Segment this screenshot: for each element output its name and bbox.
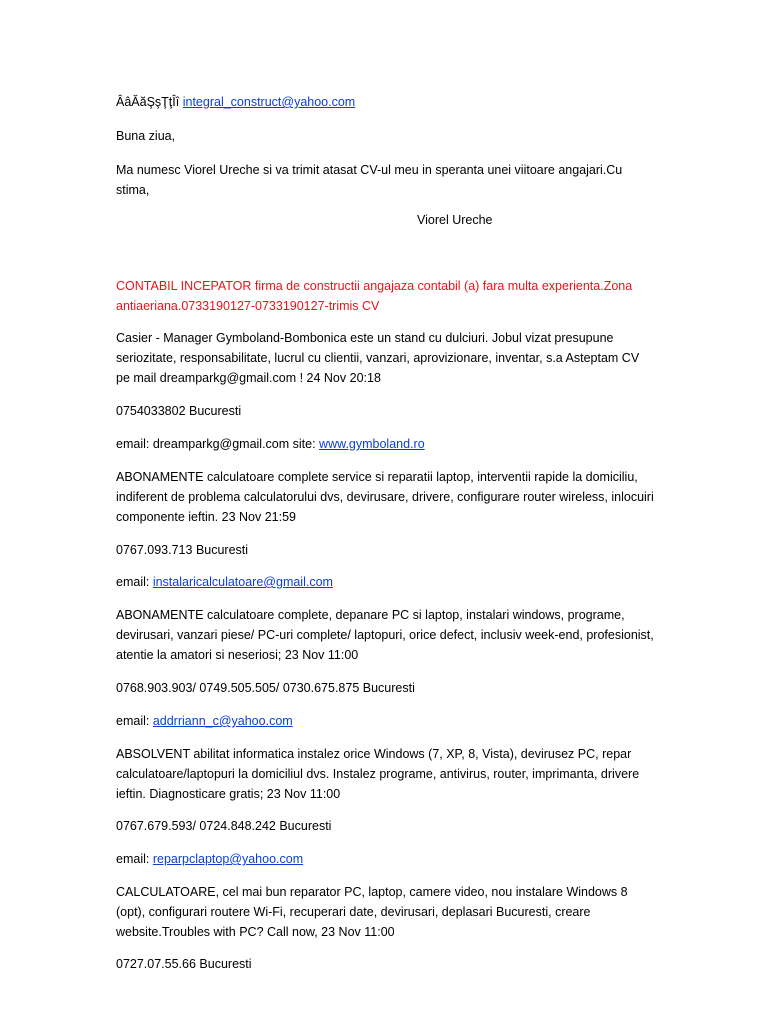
- ad-text: ABONAMENTE calculatoare complete, depanare PC si laptop, instalari windows, programe, devirusari, vanzari piese/ PC-uri complete/ laptopuri, orice defect, inclusiv week-end, profesionist, atentie la amatori si neseriosi; 23 Nov 11:00: [116, 608, 654, 662]
- greeting: Buna ziua,: [116, 129, 176, 143]
- contact-phone: 0727.07.55.66 Bucuresti: [116, 957, 252, 971]
- garbled-prefix: ÂâĂăŞşŢţÎî: [116, 95, 180, 109]
- sender-email-link[interactable]: integral_construct@yahoo.com: [182, 95, 356, 109]
- email-link[interactable]: addrriann_c@yahoo.com: [152, 714, 293, 728]
- email-link[interactable]: reparpclaptop@yahoo.com: [152, 852, 304, 866]
- ad-text: CALCULATOARE, cel mai bun reparator PC, laptop, camere video, nou instalare Windows 8 (opt), configurari routere Wi-Fi, recuperari date, devirusari, deplasari Bucuresti, creare website.Troubles with PC? Call now, 23 Nov 11:00: [116, 885, 628, 939]
- ad-text: ABSOLVENT abilitat informatica instalez orice Windows (7, XP, 8, Vista), devirusez PC, repar calculatoare/laptopuri la domiciliul dvs. Instalez programe, antivirus, router, imprimanta, drivere ieftin. Diagnosticare gratis; 23 Nov 11:00: [116, 747, 640, 801]
- ad-headline: CONTABIL INCEPATOR firma de constructii angajaza contabil (a) fara multa experienta.Zona antiaeriana.0733190127-0733190127-trimis CV: [116, 279, 633, 313]
- signature: Viorel Ureche: [417, 213, 493, 227]
- contact-email-line: [116, 711, 656, 731]
- email-label: email:: [116, 575, 153, 589]
- email-label: email:: [116, 852, 153, 866]
- contact-phone: 0768.903.903/ 0749.505.505/ 0730.675.875 Bucuresti: [116, 681, 415, 695]
- contact-email-line: [116, 434, 656, 454]
- email-link[interactable]: instalaricalculatoare@gmail.com: [152, 575, 333, 589]
- contact-email-line: [116, 849, 656, 869]
- contact-phone: 0767.093.713 Bucuresti: [116, 543, 249, 557]
- email-label: email: dreamparkg@gmail.com site:: [116, 437, 320, 451]
- contact-phone: 0754033802 Bucuresti: [116, 404, 242, 418]
- ad-text: Casier - Manager Gymboland-Bombonica este un stand cu dulciuri. Jobul vizat presupune seriozitate, responsabilitate, lucrul cu clientii, vanzari, aprovizionare, inventar, s.a Asteptam CV pe mail dreamparkg@gmail.com ! 24 Nov 20:18: [116, 331, 640, 385]
- sender-line: [116, 92, 656, 112]
- contact-phone: 0767.679.593/ 0724.848.242 Bucuresti: [116, 819, 332, 833]
- contact-email-line: [116, 572, 656, 592]
- ad-text: ABONAMENTE calculatoare complete service si reparatii laptop, interventii rapide la domiciliu, indiferent de problema calculatorului dvs, devirusare, drivere, configurare router wireless, inlocuiri componente ieftin. 23 Nov 21:59: [116, 470, 654, 524]
- email-label: email:: [116, 714, 153, 728]
- site-link[interactable]: www.gymboland.ro: [319, 437, 425, 451]
- letter-body: Ma numesc Viorel Ureche si va trimit atasat CV-ul meu in speranta unei viitoare angajari.Cu stima,: [116, 163, 623, 197]
